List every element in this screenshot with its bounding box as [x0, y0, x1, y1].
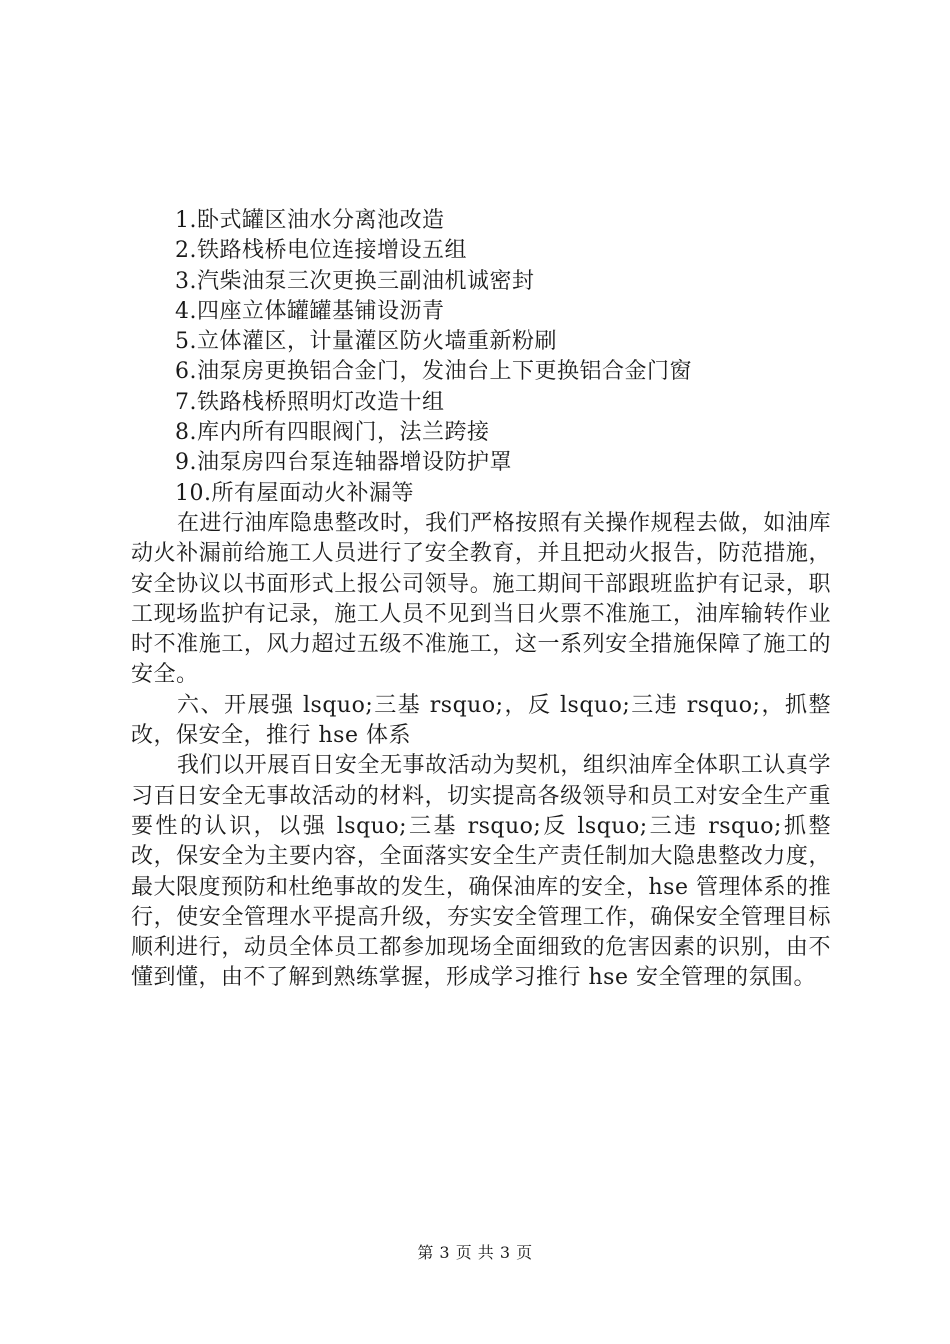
list-item: 8.库内所有四眼阀门，法兰跨接: [175, 420, 490, 446]
list-item: 7.铁路栈桥照明灯改造十组: [175, 389, 445, 415]
paragraph-rectification-procedure: 在进行油库隐患整改时，我们严格按照有关操作规程去做，如油库动火补漏前给施工人员进行了安全教育，并且把动火报告，防范措施，安全协议以书面形式上报公司领导。施工期间干部跟班监护有记录，职工现场监护有记录，施工人员不见到当日火票不准施工，油库输转作业时不准施工，风力超过五级不准施工，这一系列安全措施保障了施工的安全。: [131, 510, 831, 688]
list-item: 2.铁路栈桥电位连接增设五组: [175, 238, 467, 264]
list-item: 5.立体灌区，计量灌区防火墙重新粉刷: [175, 329, 557, 355]
list-item: 1.卧式罐区油水分离池改造: [175, 208, 445, 233]
rectification-list: [131, 206, 831, 509]
paragraph-hse-system: 我们以开展百日安全无事故活动为契机，组织油库全体职工认真学习百日安全无事故活动的材料，切实提高各级领导和员工对安全生产重要性的认识，以强 lsquo;三基 rsquo;反 lsquo;三违 rsquo;抓整改，保安全为主要内容，全面落实安全生产责任制加大隐患整改力度，最大限度预防和杜绝事故的发生，确保油库的安全，hse 管理体系的推行，使安全管理水平提高升级，夯实安全管理工作，确保安全管理目标顺利进行，动员全体员工都参加现场全面细致的危害因素的识别，由不懂到懂，由不了解到熟练掌握，形成学习推行 hse 安全管理的氛围。: [131, 753, 831, 991]
list-item: 9.油泵房四台泵连轴器增设防护罩: [175, 450, 512, 476]
list-item: 3.汽柴油泵三次更换三副油机诚密封: [175, 268, 535, 294]
document-body: [131, 206, 831, 994]
list-item: 10.所有屋面动火补漏等: [175, 480, 414, 506]
list-item: 4.四座立体罐罐基铺设沥青: [175, 298, 445, 324]
page-footer: 第 3 页 共 3 页: [417, 1243, 533, 1262]
list-item: 6.油泵房更换铝合金门，发油台上下更换铝合金门窗: [175, 359, 692, 385]
section-heading-six: 六、开展强 lsquo;三基 rsquo;，反 lsquo;三违 rsquo;，抓整改，保安全，推行 hse 体系: [131, 692, 831, 749]
